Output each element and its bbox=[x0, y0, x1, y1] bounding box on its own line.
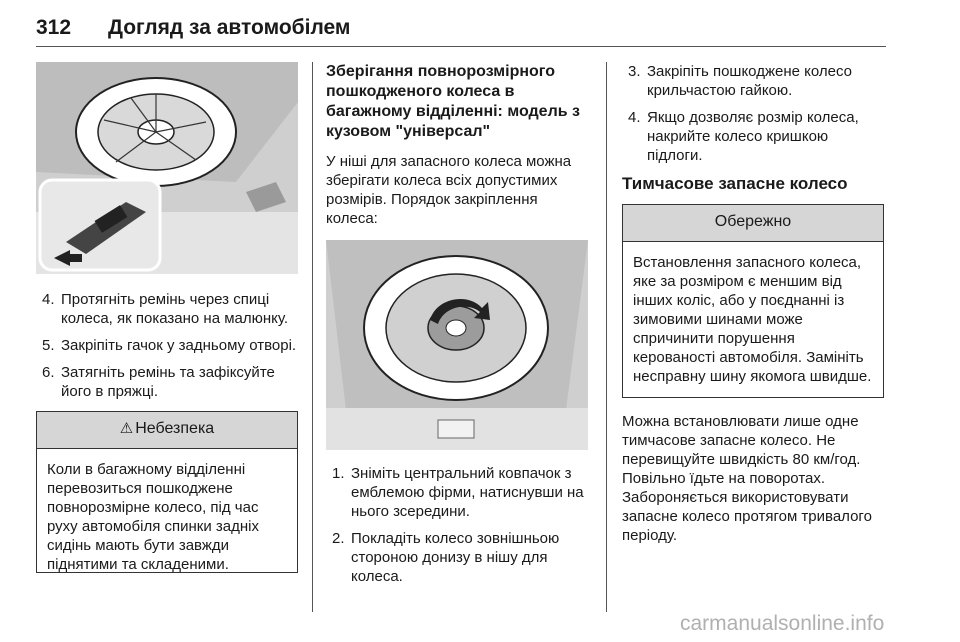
list-item: 5. Закріпіть гачок у задньому отворі. bbox=[42, 337, 297, 354]
list-item: 3. Закріпіть пошкоджене колесо крильчастою гайкою. bbox=[628, 63, 852, 99]
column-divider-2 bbox=[606, 62, 607, 612]
spare-wheel-strap-illustration bbox=[36, 62, 298, 274]
list-item: 4. Протягніть ремінь через спиці колеса, як показано на малюнку. bbox=[42, 291, 289, 327]
section-heading-temporary-spare: Тимчасове запасне колесо bbox=[622, 174, 848, 193]
list-item: 2. Покладіть колесо зовнішньою стороною донизу в нішу для колеса. bbox=[332, 530, 560, 585]
warning-icon: ⚠ bbox=[119, 420, 134, 437]
caution-box bbox=[622, 204, 884, 398]
watermark: carmanualsonline.info bbox=[680, 612, 885, 635]
column-1 bbox=[36, 62, 298, 573]
page-header bbox=[36, 10, 886, 47]
caution-box-text: Встановлення запасного колеса, яке за розміром є меншим від інших коліс, або у поєднанні із зимовими шинами може спричинити порушення керованості автомобіля. Замініть несправну шину якомога швидше. bbox=[633, 254, 872, 385]
column-3 bbox=[622, 62, 884, 545]
section-heading: Зберігання повнорозмірного пошкодженого колеса в багажному відділенні: модель з кузовом "універсал" bbox=[326, 63, 580, 140]
column-divider-1 bbox=[312, 62, 313, 612]
list-item: 1. Зніміть центральний ковпачок з емблемою фірми, натиснувши на нього зсередини. bbox=[332, 465, 584, 520]
column-2 bbox=[326, 62, 592, 594]
list-item: 6. Затягніть ремінь та зафіксуйте його в пряжці. bbox=[42, 364, 275, 400]
steps-list-2 bbox=[326, 464, 592, 586]
page-number: 312 bbox=[36, 16, 72, 39]
steps-list-1 bbox=[36, 290, 298, 401]
page-title: Догляд за автомобілем bbox=[108, 16, 351, 39]
danger-box bbox=[36, 411, 298, 573]
danger-box-title: ⚠ Небезпека bbox=[37, 412, 297, 449]
steps-list-3 bbox=[622, 62, 884, 165]
danger-box-text: Коли в багажному відділенні перевозиться пошкоджене повнорозмірне колесо, під час руху автомобіля спинки задніх сидінь мають бути завжди піднятими та складеними. bbox=[47, 461, 259, 573]
caution-box-title: Обережно bbox=[623, 205, 883, 242]
wheel-in-well-illustration bbox=[326, 240, 588, 450]
temporary-spare-paragraph: Можна встановлювати лише одне тимчасове запасне колесо. Не перевищуйте швидкість 80 км/год. Повільно їдьте на поворотах. Забороняється використовувати запасне колесо протягом тривалого періоду. bbox=[622, 413, 872, 544]
intro-paragraph: У ніші для запасного колеса можна зберігати колеса всіх допустимих розмірів. Порядок закріплення колеса: bbox=[326, 153, 572, 227]
list-item: 4. Якщо дозволяє розмір колеса, накрийте колесо кришкою підлоги. bbox=[628, 109, 859, 164]
